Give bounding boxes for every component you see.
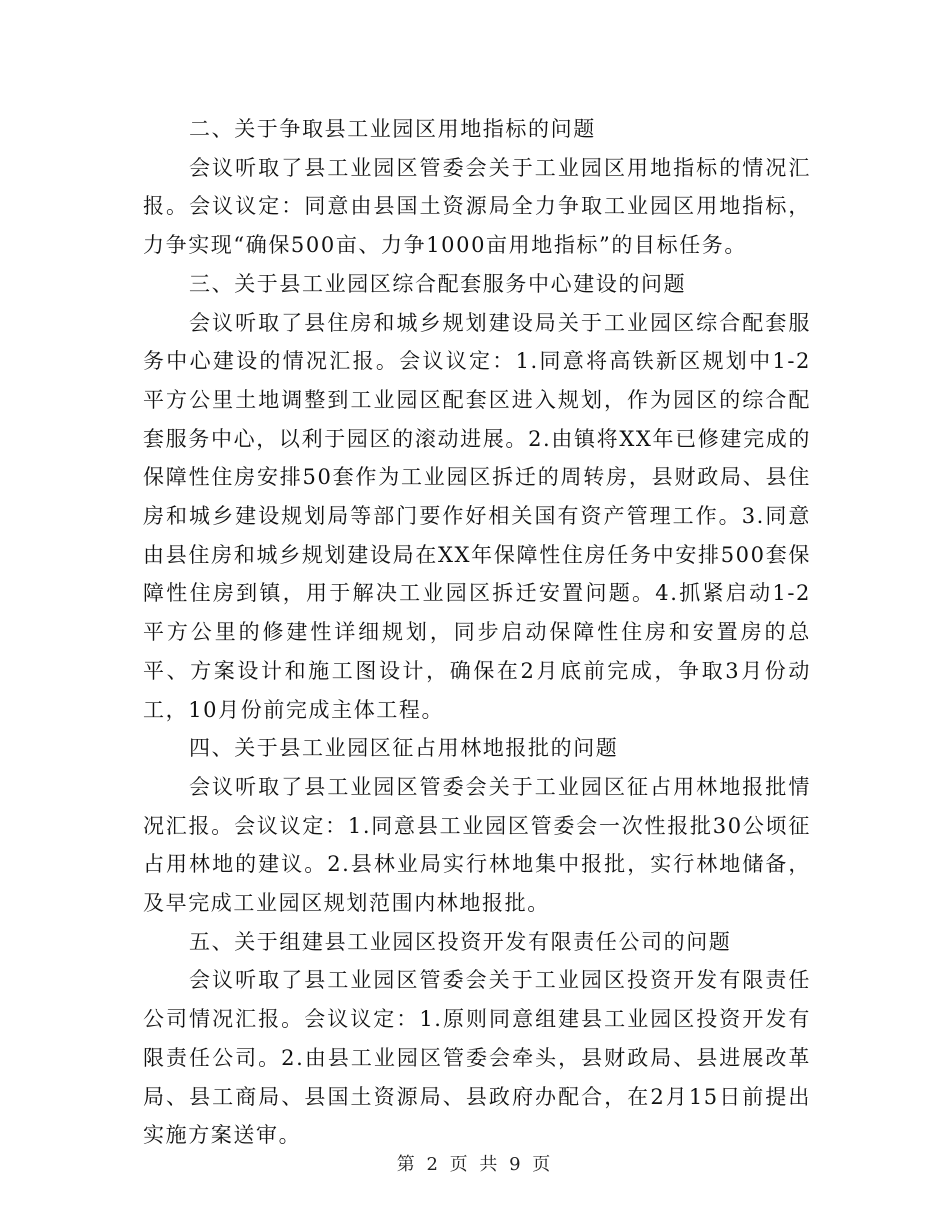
document-body (143, 110, 811, 1155)
section-paragraph: 会议听取了县工业园区管委会关于工业园区用地指标的情况汇报。会议议定：同意由县国土资源局全力争取工业园区用地指标，力争实现“确保500亩、力争1000亩用地指标”的目标任务。 (143, 155, 811, 258)
section-heading: 四、关于县工业园区征占用林地报批的问题 (189, 736, 619, 761)
section-heading: 三、关于县工业园区综合配套服务中心建设的问题 (189, 271, 687, 296)
section-paragraph: 会议听取了县住房和城乡规划建设局关于工业园区综合配套服务中心建设的情况汇报。会议议定：1.同意将高铁新区规划中1-2平方公里土地调整到工业园区配套区进入规划，作为园区的综合配套服务中心，以利于园区的滚动进展。2.由镇将XX年已修建完成的保障性住房安排50套作为工业园区拆迁的周转房，县财政局、县住房和城乡建设规划局等部门要作好相关国有资产管理工作。3.同意由县住房和城乡规划建设局在XX年保障性住房任务中安排500套保障性住房到镇，用于解决工业园区拆迁安置问题。4.抓紧启动1-2平方公里的修建性详细规划，同步启动保障性住房和安置房的总平、方案设计和施工图设计，确保在2月底前完成，争取3月份动工，10月份前完成主体工程。 (143, 310, 811, 722)
section-heading: 二、关于争取县工业园区用地指标的问题 (189, 117, 596, 141)
section-paragraph: 会议听取了县工业园区管委会关于工业园区征占用林地报批情况汇报。会议议定：1.同意县工业园区管委会一次性报批30公顷征占用林地的建议。2.县林业局实行林地集中报批，实行林地储备，及早完成工业园区规划范围内林地报批。 (143, 774, 811, 916)
section-heading: 五、关于组建县工业园区投资开发有限责任公司的问题 (189, 929, 732, 954)
section-paragraph: 会议听取了县工业园区管委会关于工业园区投资开发有限责任公司情况汇报。会议议定：1.原则同意组建县工业园区投资开发有限责任公司。2.由县工业园区管委会牵头，县财政局、县进展改革局、县工商局、县国土资源局、县政府办配合，在2月15日前提出实施方案送审。 (143, 968, 811, 1148)
page-number-footer: 第 2 页 共 9 页 (396, 1154, 554, 1175)
